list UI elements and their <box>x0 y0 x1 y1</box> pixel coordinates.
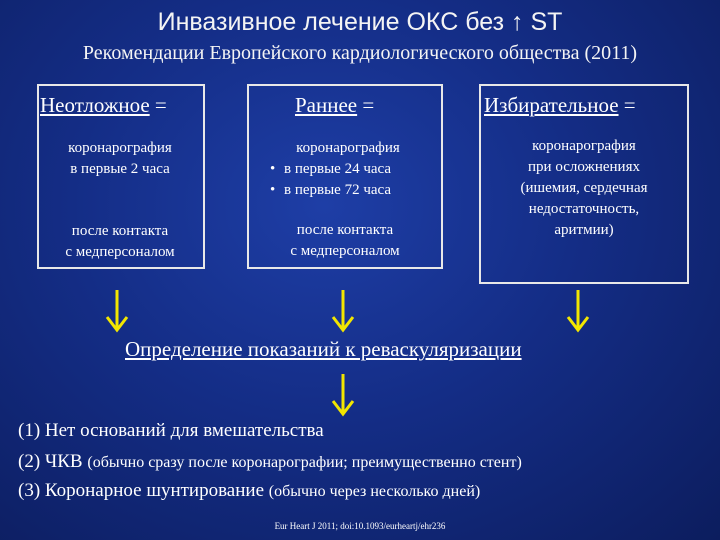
selective-line-4: недостаточность, <box>528 201 640 217</box>
selective-line-5: аритмии) <box>554 222 614 238</box>
page-subtitle: Рекомендации Европейского кардиологического общества (2011) <box>82 42 638 64</box>
option-main: (3) Коронарное шунтирование <box>18 480 269 501</box>
urgent-line-2: в первые 2 часа <box>70 161 170 177</box>
urgent-text <box>40 138 200 180</box>
arrow-down-icon <box>331 289 355 333</box>
option-main: (2) ЧКВ <box>18 451 88 472</box>
early-heading <box>295 93 374 118</box>
early-line-1: коронарография <box>296 140 400 156</box>
selective-line-2: при осложнениях <box>528 159 640 175</box>
option-pci <box>18 451 522 473</box>
option-no-intervention <box>18 420 324 442</box>
arrow-down-icon <box>105 289 129 333</box>
urgent-line-1: коронарография <box>68 140 172 156</box>
urgent-after-1: после контакта <box>71 223 169 239</box>
early-after-1: после контакта <box>296 222 394 238</box>
arrow-down-icon <box>331 373 355 417</box>
selective-heading-word: Избирательное <box>484 93 619 117</box>
urgent-heading <box>40 93 167 118</box>
selective-text <box>482 136 686 241</box>
early-heading-suffix: = <box>357 93 375 117</box>
early-after-text <box>252 220 438 262</box>
selective-line-3: (ишемия, сердечная <box>520 180 648 196</box>
arrow-down-icon <box>566 289 590 333</box>
urgent-after-text <box>40 221 200 263</box>
revascularization-heading: Определение показаний к реваскуляризации <box>125 337 522 361</box>
urgent-heading-word: Неотложное <box>40 93 150 117</box>
urgent-heading-suffix: = <box>149 93 167 117</box>
selective-line-1: коронарография <box>532 138 636 154</box>
option-note: (обычно через несколько дней) <box>268 483 481 500</box>
page-title: Инвазивное лечение ОКС без ↑ ST <box>157 8 563 36</box>
urgent-after-2: с медперсоналом <box>65 244 175 260</box>
option-note: (обычно сразу после коронарографии; преимущественно стент) <box>87 454 522 471</box>
early-bullet-2: • в первые 72 часа <box>268 180 438 201</box>
selective-heading-suffix: = <box>618 93 636 117</box>
early-heading-word: Раннее <box>295 93 358 117</box>
option-main: (1) Нет оснований для вмешательства <box>18 420 324 441</box>
early-bullet-1: • в первые 24 часа <box>268 159 438 180</box>
early-after-2: с медперсоналом <box>290 243 400 259</box>
option-cabg <box>18 480 480 502</box>
early-bullets <box>258 159 438 201</box>
reference-citation: Eur Heart J 2011; doi:10.1093/eurheartj/ehr236 <box>274 521 446 531</box>
selective-heading <box>484 93 636 118</box>
early-text <box>258 138 438 201</box>
